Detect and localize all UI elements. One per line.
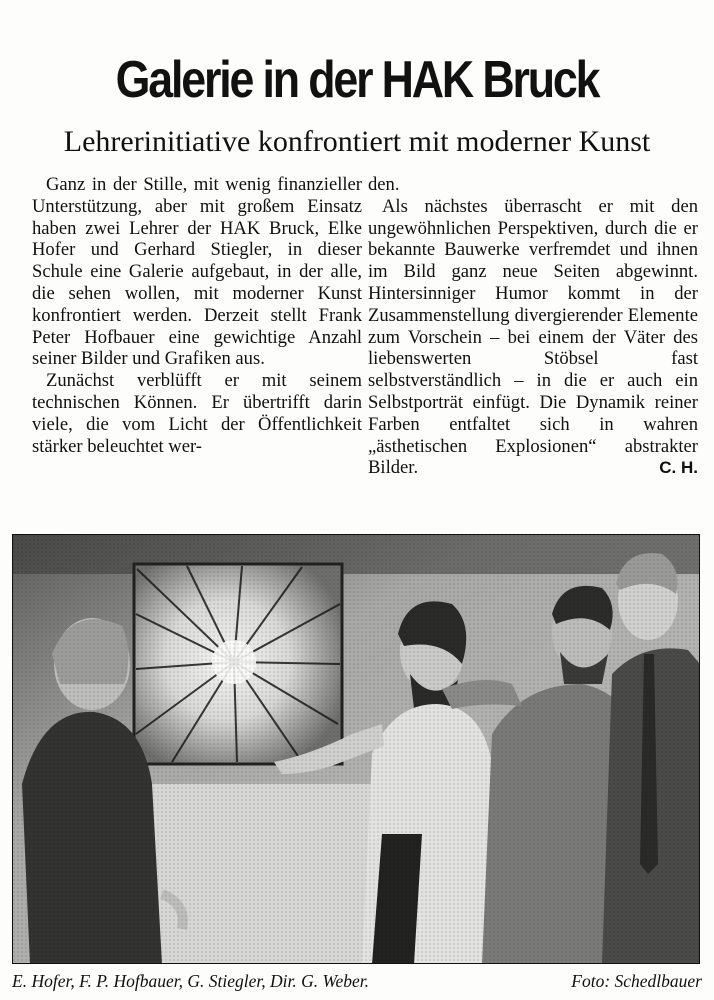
caption-names: E. Hofer, F. P. Hofbauer, G. Stiegler, Dir. G. Weber. [12, 971, 369, 991]
gallery-photo [12, 534, 700, 964]
paragraph-text: Als nächstes überrascht er mit den ungewöhnlichen Perspektiven, durch die er bekannte Bauwerke verfremdet und ihnen im Bild ganz neue Seiten abgewinnt. Hintersinniger Humor kommt in der Zusammenstellung divergierender Elemente zum Vorschein – bei einem der Väter des liebenswerten Stöbsel fast selbstverständlich – in die er auch ein Selbstporträt einfügt. Die Dynamik reiner Farben entfaltet sich in wahren „ästhetischen Explosionen“ abstrakter Bilder. [368, 195, 698, 479]
paragraph: den. [368, 174, 400, 195]
headline: Galerie in der HAK Bruck [115, 51, 599, 109]
article-column-right [368, 174, 698, 479]
author-initials: C. H. [659, 458, 698, 478]
photo-credit: Foto: Schedlbauer [571, 971, 702, 991]
paragraph [368, 196, 698, 479]
paragraph: Ganz in der Stille, mit wenig finanzieller Unterstützung, aber mit großem Einsatz haben zwei Lehrer der HAK Bruck, Elke Hofer und Gerhard Stiegler, in dieser Schule eine Galerie aufgebaut, in der alle, die sehen wollen, mit moderner Kunst konfrontiert werden. Derzeit stellt Frank Peter Hofbauer eine gewichtige Anzahl seiner Bilder und Grafiken aus. [32, 174, 362, 370]
photo-caption [12, 968, 702, 994]
photo-illustration [12, 534, 700, 964]
subheadline: Lehrerinitiative konfrontiert mit moderner Kunst [63, 125, 651, 158]
article-column-left [32, 174, 362, 457]
paragraph: Zunächst verblüfft er mit seinem technischen Können. Er übertrifft darin viele, die vom Licht der Öffentlichkeit stärker beleuchtet wer- [32, 370, 362, 457]
